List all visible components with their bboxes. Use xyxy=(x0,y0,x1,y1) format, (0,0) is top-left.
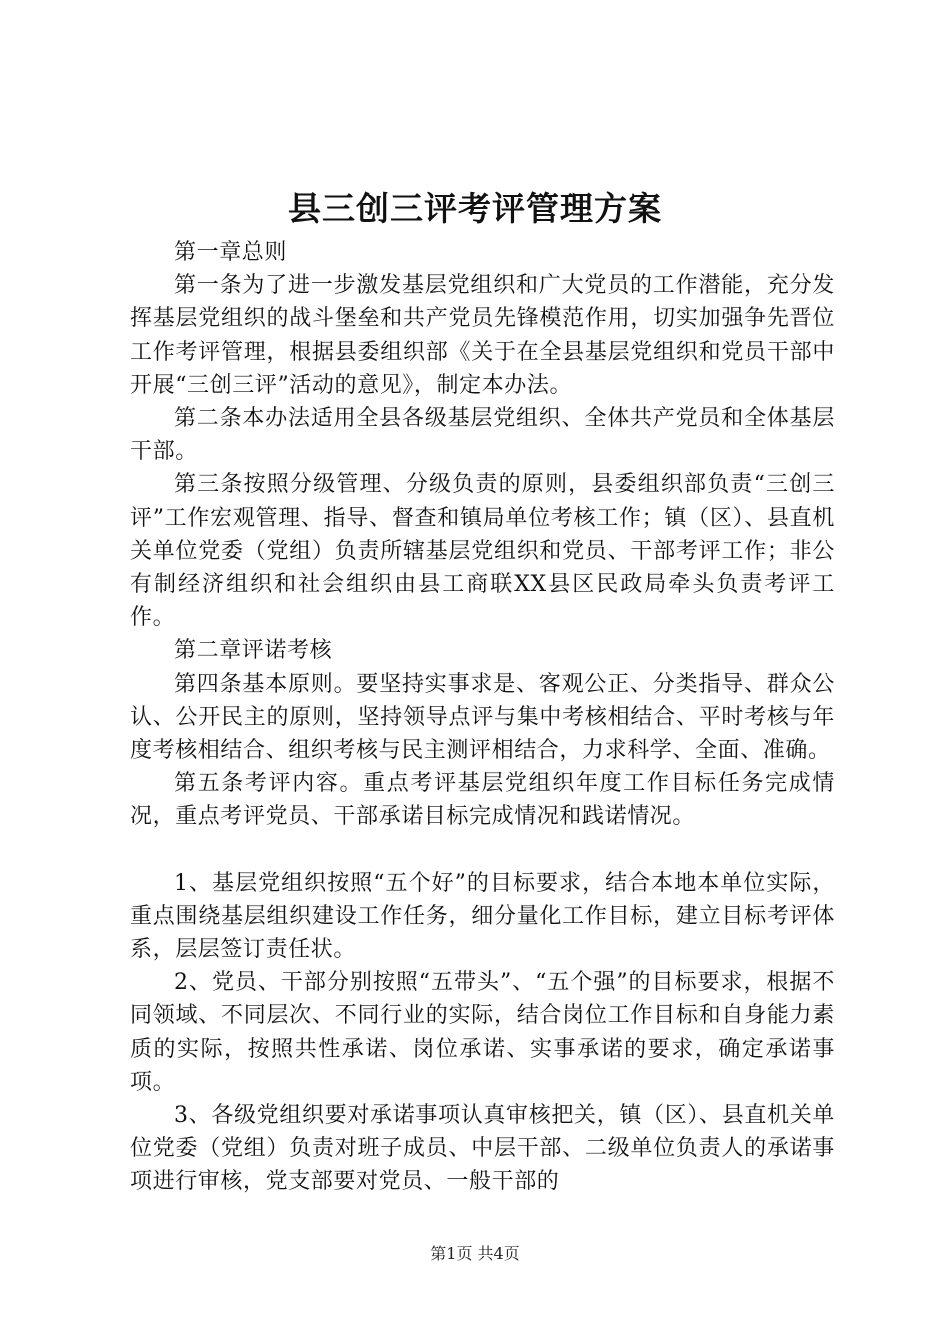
document-body xyxy=(130,236,835,1199)
list-item-1: 1、基层党组织按照“五个好”的目标要求，结合本地本单位实际，重点围绕基层组织建设工作任务，细分量化工作目标，建立目标考评体系，层层签订责任状。 xyxy=(130,870,835,963)
paragraph-article-5: 第五条考评内容。重点考评基层党组织年度工作目标任务完成情况，重点考评党员、干部承诺目标完成情况和践诺情况。 xyxy=(130,771,835,830)
paragraph-article-1: 第一条为了进一步激发基层党组织和广大党员的工作潜能，充分发挥基层党组织的战斗堡垒和共产党员先锋模范作用，切实加强争先晋位工作考评管理，根据县委组织部《关于在全县基层党组织和党员干部中开展“三创三评”活动的意见》，制定本办法。 xyxy=(130,273,835,398)
paragraph-article-2: 第二条本办法适用全县各级基层党组织、全体共产党员和全体基层干部。 xyxy=(130,406,835,465)
page-number-footer: 第1页 共4页 xyxy=(430,1244,520,1263)
list-item-3: 3、各级党组织要对承诺事项认真审核把关，镇（区）、县直机关单位党委（党组）负责对班子成员、中层干部、二级单位负责人的承诺事项进行审核，党支部要对党员、一般干部的 xyxy=(130,1103,835,1195)
chapter-heading-2: 第二章评诺考核 xyxy=(174,638,333,664)
chapter-heading-1: 第一章总则 xyxy=(174,240,288,265)
document-title: 县三创三评考评管理方案 xyxy=(288,189,662,228)
paragraph-article-3: 第三条按照分级管理、分级负责的原则，县委组织部负责“三创三评”工作宏观管理、指导、督查和镇局单位考核工作；镇（区）、县直机关单位党委（党组）负责所辖基层党组织和党员、干部考评工作；非公有制经济组织和社会组织由县工商联XX县区民政局牵头负责考评工作。 xyxy=(130,472,835,631)
list-item-2: 2、党员、干部分别按照“五带头”、“五个强”的目标要求，根据不同领域、不同层次、不同行业的实际，结合岗位工作目标和自身能力素质的实际，按照共性承诺、岗位承诺、实事承诺的要求，确定承诺事项。 xyxy=(130,970,835,1095)
paragraph-article-4: 第四条基本原则。要坚持实事求是、客观公正、分类指导、群众公认、公开民主的原则，坚持领导点评与集中考核相结合、平时考核与年度考核相结合、组织考核与民主测评相结合，力求科学、全面、准确。 xyxy=(130,671,835,764)
